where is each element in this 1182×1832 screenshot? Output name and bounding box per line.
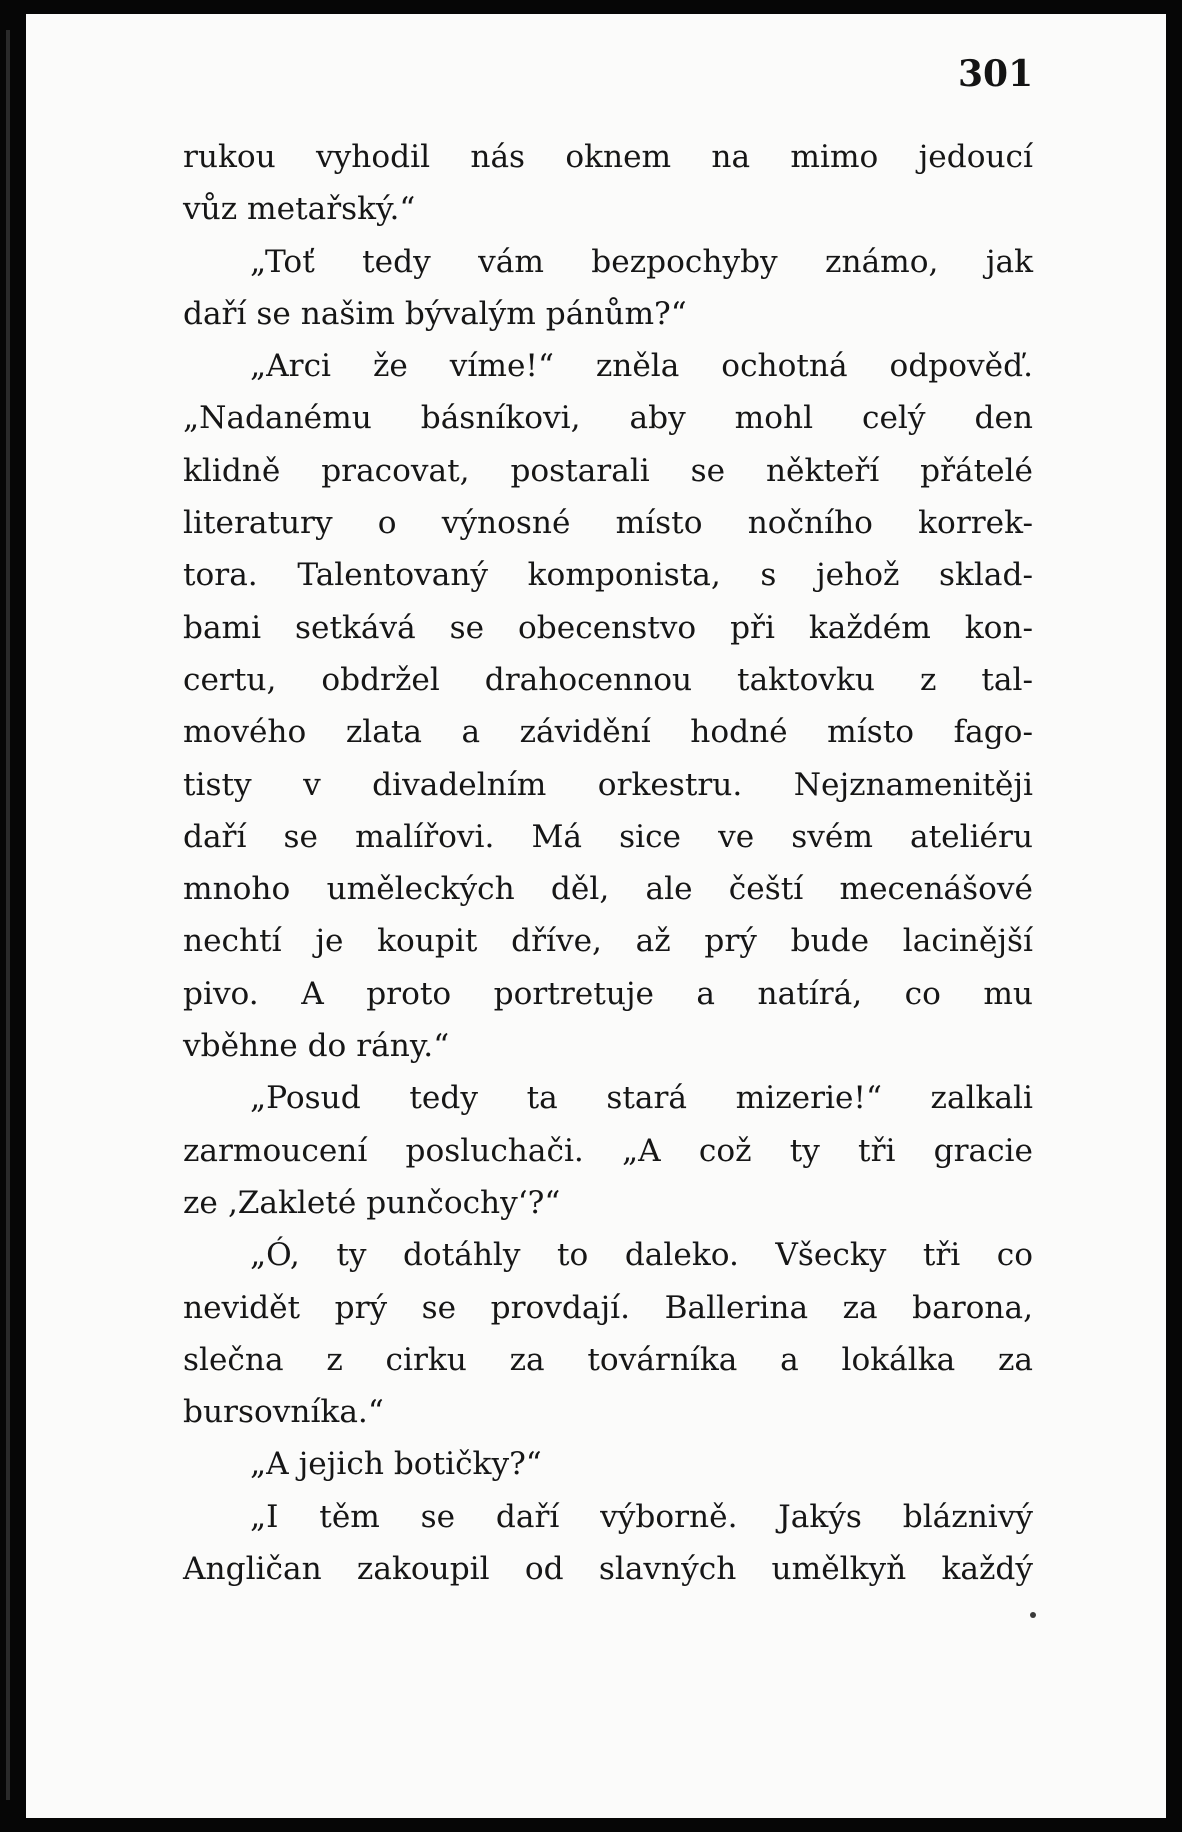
text-line: bursovníka.“ (183, 1394, 384, 1431)
text-line: „Arci že víme!“ zněla ochotná odpověď. (250, 348, 1033, 385)
text-line: tora. Talentovaný komponista, s jehož sklad- (183, 557, 1033, 594)
scan-speck (1030, 1612, 1036, 1618)
text-line: rukou vyhodil nás oknem na mimo jedoucí (183, 139, 1033, 175)
text-line: slečna z cirku za továrníka a lokálka za (183, 1341, 1033, 1378)
text-line: ze ‚Zakleté punčochy‘?“ (183, 1184, 561, 1221)
text-line: tisty v divadelním orkestru. Nejznamenitěji (183, 766, 1033, 803)
text-line: klidně pracovat, postarali se někteří přátelé (183, 452, 1033, 489)
body-text (183, 131, 1033, 1595)
text-line: vběhne do rány.“ (183, 1028, 450, 1065)
text-line: mového zlata a závidění hodné místo fago- (183, 714, 1033, 751)
text-line: certu, obdržel drahocennou taktovku z tal- (183, 661, 1033, 698)
text-line: daří se našim bývalým pánům?“ (183, 295, 687, 332)
text-line: „Posud tedy ta stará mizerie!“ zalkali (250, 1080, 1033, 1117)
text-line: nevidět prý se provdají. Ballerina za barona, (183, 1289, 1033, 1326)
text-line: pivo. A proto portretuje a natírá, co mu (183, 975, 1033, 1012)
text-line: „Ó, ty dotáhly to daleko. Všecky tři co (250, 1237, 1033, 1274)
text-line: mnoho uměleckých děl, ale čeští mecenášové (183, 871, 1033, 908)
text-line: daří se malířovi. Má sice ve svém ateliéru (183, 818, 1033, 855)
book-spine-edge (6, 30, 10, 1800)
text-line: vůz metařský.“ (183, 191, 416, 228)
text-line: „Toť tedy vám bezpochyby známo, jak (250, 243, 1033, 280)
text-line: literatury o výnosné místo nočního korrek- (183, 505, 1033, 542)
text-line: „A jejich botičky?“ (250, 1446, 542, 1483)
text-line: nechtí je koupit dříve, až prý bude lacinější (183, 923, 1033, 960)
text-line: Angličan zakoupil od slavných umělkyň každý (183, 1551, 1033, 1588)
text-line: „I těm se daří výborně. Jakýs bláznivý (250, 1498, 1033, 1535)
page-number: 301 (958, 53, 1034, 95)
text-line: „Nadanému básníkovi, aby mohl celý den (183, 400, 1033, 437)
text-line: bami setkává se obecenstvo při každém kon- (183, 609, 1033, 646)
text-line: zarmoucení posluchači. „A což ty tři gracie (183, 1132, 1033, 1169)
